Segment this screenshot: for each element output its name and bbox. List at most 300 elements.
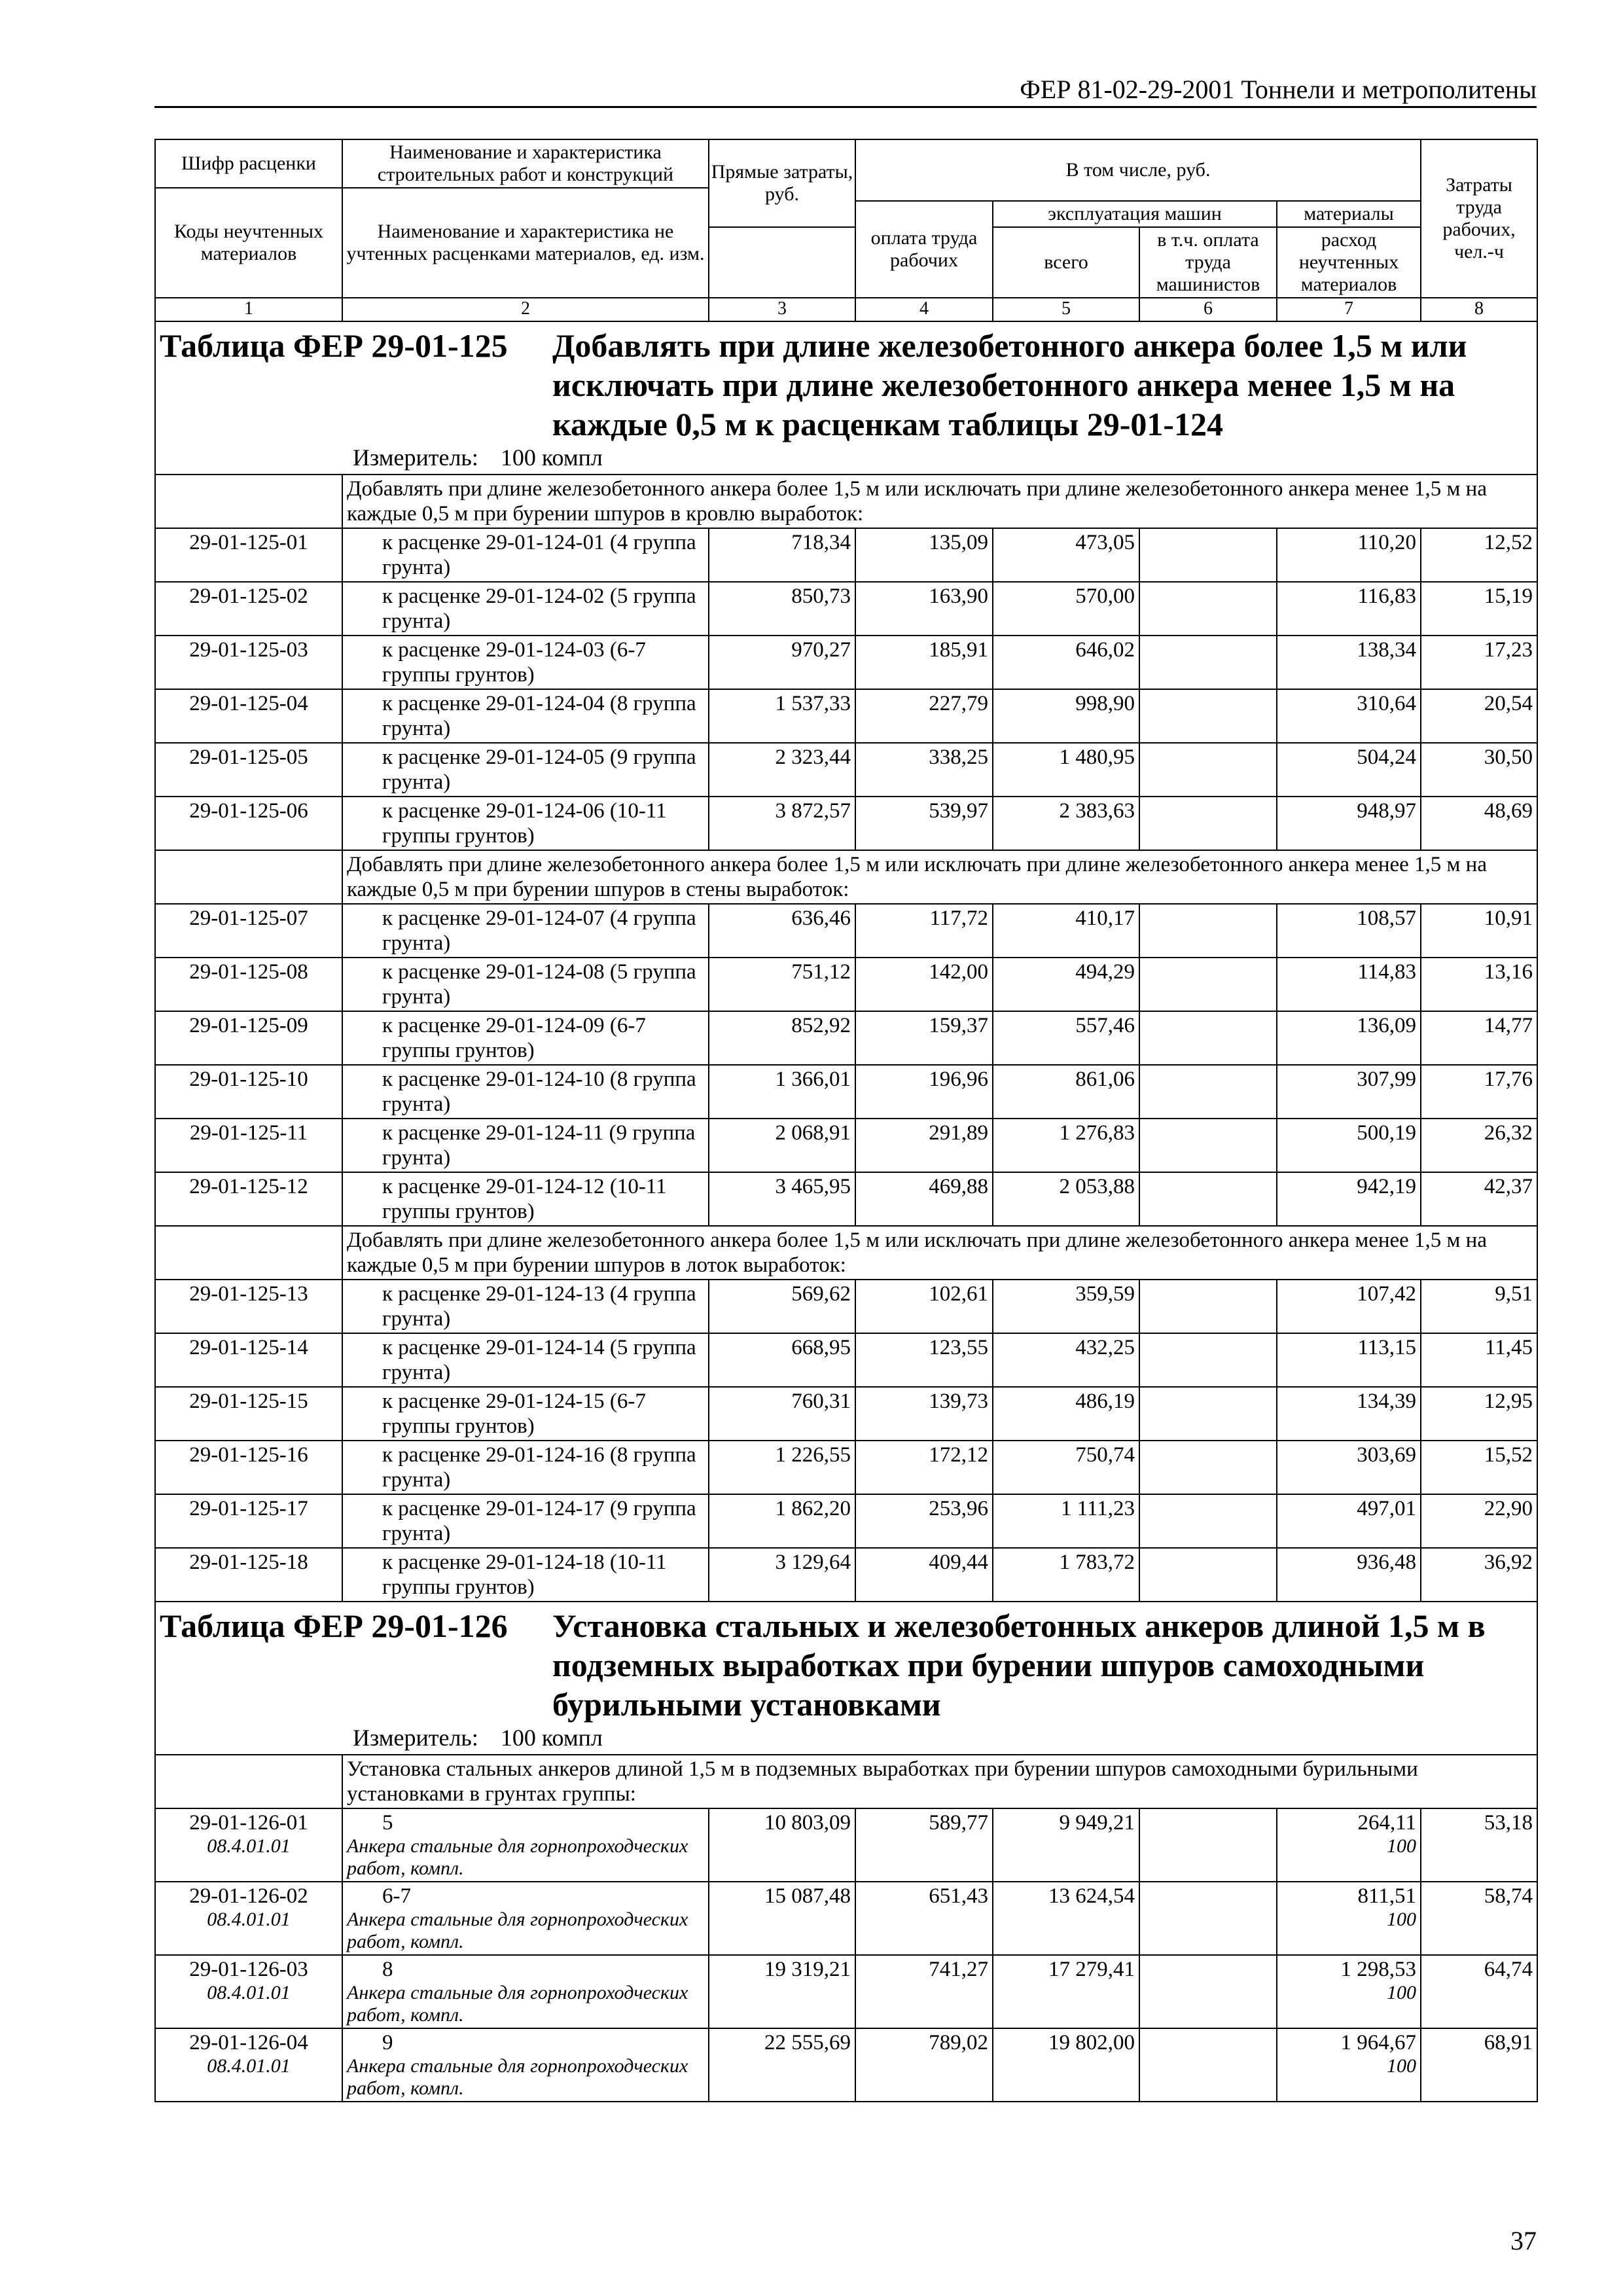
header-rashod: расход неучтенных материалов <box>1277 227 1421 298</box>
materials-cost-cell <box>1277 1808 1421 1882</box>
rate-code: 29-01-125-11 <box>189 1121 308 1145</box>
machinist-labor-cost <box>1139 1119 1277 1172</box>
direct-cost: 3 872,57 <box>709 797 855 850</box>
rate-name: 6-7 <box>382 1884 411 1908</box>
rate-name-cell <box>342 958 709 1011</box>
table-row <box>155 1280 1537 1333</box>
direct-cost: 10 803,09 <box>709 1808 855 1882</box>
machine-cost: 1 480,95 <box>993 743 1139 797</box>
labor-hours: 13,16 <box>1421 958 1537 1011</box>
material-name: Анкера стальные для горнопроходческих работ, компл. <box>347 1835 688 1879</box>
rate-name: к расценке 29-01-124-16 (8 группа грунта) <box>382 1443 696 1492</box>
rate-code: 29-01-126-02 <box>189 1884 308 1908</box>
rate-name: к расценке 29-01-124-17 (9 группа грунта) <box>382 1497 696 1545</box>
materials-cost: 107,42 <box>1357 1282 1417 1306</box>
machinist-labor-cost <box>1139 1172 1277 1226</box>
header-materialy: материалы <box>1277 201 1421 227</box>
direct-cost: 3 465,95 <box>709 1172 855 1226</box>
labor-hours: 64,74 <box>1421 1955 1537 2028</box>
labor-cost: 139,73 <box>855 1387 993 1441</box>
materials-cost-cell <box>1277 904 1421 958</box>
rate-name-cell <box>342 1065 709 1119</box>
material-quantity: 100 <box>1387 1982 1417 2003</box>
labor-hours: 58,74 <box>1421 1882 1537 1955</box>
header-shifr: Шифр расценки <box>155 139 342 188</box>
unit-line <box>160 1724 1533 1751</box>
header-vtch: в т.ч. оплата труда машинистов <box>1139 227 1277 298</box>
rate-code-cell <box>155 689 342 743</box>
materials-cost-cell <box>1277 689 1421 743</box>
labor-hours: 14,77 <box>1421 1011 1537 1065</box>
rate-name-cell <box>342 1119 709 1172</box>
col-number: 2 <box>342 298 709 321</box>
rate-name-cell <box>342 1494 709 1548</box>
table-row <box>155 1011 1537 1065</box>
materials-cost: 500,19 <box>1357 1121 1417 1145</box>
machine-cost: 861,06 <box>993 1065 1139 1119</box>
header-name-top: Наименование и характеристика строительных работ и конструкций <box>342 139 709 188</box>
rate-name: к расценке 29-01-124-12 (10-11 группы грунтов) <box>382 1175 667 1223</box>
rate-name-cell <box>342 904 709 958</box>
labor-hours: 11,45 <box>1421 1333 1537 1387</box>
rate-name-cell <box>342 582 709 636</box>
rate-name-cell <box>342 1882 709 1955</box>
labor-hours: 68,91 <box>1421 2028 1537 2102</box>
machine-cost: 1 783,72 <box>993 1548 1139 1602</box>
rate-code: 29-01-125-04 <box>189 692 308 715</box>
table-row <box>155 958 1537 1011</box>
materials-cost: 134,39 <box>1357 1390 1417 1413</box>
materials-cost: 504,24 <box>1357 745 1417 769</box>
rate-code-cell <box>155 958 342 1011</box>
direct-cost: 970,27 <box>709 636 855 689</box>
table-title-block <box>155 1602 1537 1755</box>
rate-name: к расценке 29-01-124-06 (10-11 группы грунтов) <box>382 799 667 848</box>
rate-name-cell <box>342 2028 709 2102</box>
rate-name: к расценке 29-01-124-11 (9 группа грунта) <box>382 1121 696 1170</box>
machinist-labor-cost <box>1139 743 1277 797</box>
materials-cost-cell <box>1277 1387 1421 1441</box>
header-zatraty: Затраты труда рабочих, чел.-ч <box>1421 139 1537 298</box>
machinist-labor-cost <box>1139 689 1277 743</box>
rate-code-cell <box>155 2028 342 2102</box>
machinist-labor-cost <box>1139 1387 1277 1441</box>
table-row <box>155 1065 1537 1119</box>
header-kody: Коды неучтенных материалов <box>155 188 342 298</box>
rate-name-cell <box>342 1333 709 1387</box>
labor-cost: 142,00 <box>855 958 993 1011</box>
table-row <box>155 1494 1537 1548</box>
materials-cost: 1 964,67 <box>1340 2031 1417 2054</box>
labor-hours: 22,90 <box>1421 1494 1537 1548</box>
rate-code-cell <box>155 636 342 689</box>
direct-cost: 2 323,44 <box>709 743 855 797</box>
rate-name-cell <box>342 1172 709 1226</box>
machinist-labor-cost <box>1139 1882 1277 1955</box>
material-code: 08.4.01.01 <box>207 2055 291 2077</box>
rate-code-cell <box>155 1882 342 1955</box>
materials-cost-cell <box>1277 1011 1421 1065</box>
materials-cost: 942,19 <box>1357 1175 1417 1198</box>
rate-code: 29-01-125-01 <box>189 531 308 554</box>
unit-label: Измеритель: <box>353 1725 478 1751</box>
table-row <box>155 689 1537 743</box>
materials-cost-cell <box>1277 958 1421 1011</box>
unit-line <box>160 444 1533 471</box>
labor-cost: 163,90 <box>855 582 993 636</box>
materials-cost: 1 298,53 <box>1340 1958 1417 1981</box>
labor-cost: 291,89 <box>855 1119 993 1172</box>
materials-cost: 307,99 <box>1357 1067 1417 1091</box>
rate-code-cell <box>155 1280 342 1333</box>
table-row <box>155 797 1537 850</box>
rate-name: к расценке 29-01-124-04 (8 группа грунта) <box>382 692 696 740</box>
materials-cost: 136,09 <box>1357 1014 1417 1037</box>
table-title-row <box>160 326 1533 444</box>
machinist-labor-cost <box>1139 528 1277 582</box>
materials-cost-cell <box>1277 1441 1421 1494</box>
rate-code-cell <box>155 1119 342 1172</box>
rate-name: к расценке 29-01-124-09 (6-7 группы грунтов) <box>382 1014 646 1062</box>
rate-code-cell <box>155 1441 342 1494</box>
labor-hours: 26,32 <box>1421 1119 1537 1172</box>
table-row <box>155 1441 1537 1494</box>
rate-code-cell <box>155 1011 342 1065</box>
rates-table <box>154 139 1538 2102</box>
rate-code: 29-01-125-16 <box>189 1443 308 1467</box>
rate-code-cell <box>155 1808 342 1882</box>
materials-cost: 936,48 <box>1357 1551 1417 1574</box>
machine-cost: 13 624,54 <box>993 1882 1139 1955</box>
rate-code: 29-01-125-08 <box>189 960 308 984</box>
table-row <box>155 1333 1537 1387</box>
machine-cost: 1 111,23 <box>993 1494 1139 1548</box>
table-row <box>155 1119 1537 1172</box>
page-number: 37 <box>1510 2226 1537 2255</box>
materials-cost: 116,83 <box>1357 584 1417 608</box>
rate-code-cell <box>155 1955 342 2028</box>
direct-cost: 668,95 <box>709 1333 855 1387</box>
table-row <box>155 1882 1537 1955</box>
labor-hours: 10,91 <box>1421 904 1537 958</box>
material-name: Анкера стальные для горнопроходческих работ, компл. <box>347 2055 688 2099</box>
table-row <box>155 743 1537 797</box>
rate-name-cell <box>342 689 709 743</box>
unit-label: Измеритель: <box>353 444 478 471</box>
rate-code-cell <box>155 1387 342 1441</box>
direct-cost: 19 319,21 <box>709 1955 855 2028</box>
rate-code: 29-01-125-12 <box>189 1175 308 1198</box>
materials-cost-cell <box>1277 1065 1421 1119</box>
rate-name-cell <box>342 743 709 797</box>
rate-name-cell <box>342 528 709 582</box>
direct-cost: 1 862,20 <box>709 1494 855 1548</box>
labor-cost: 159,37 <box>855 1011 993 1065</box>
rate-name-cell <box>342 1808 709 1882</box>
labor-cost: 589,77 <box>855 1808 993 1882</box>
header-oplata: оплата труда рабочих <box>855 201 993 298</box>
machine-cost: 432,25 <box>993 1333 1139 1387</box>
rate-name: к расценке 29-01-124-03 (6-7 группы грунтов) <box>382 638 646 687</box>
machine-cost: 17 279,41 <box>993 1955 1139 2028</box>
rate-name: 5 <box>382 1811 393 1835</box>
labor-cost: 227,79 <box>855 689 993 743</box>
machine-cost: 473,05 <box>993 528 1139 582</box>
running-title: ФЕР 81-02-29-2001 Тоннели и метрополитены <box>154 73 1537 108</box>
materials-cost: 811,51 <box>1357 1884 1417 1908</box>
materials-cost: 303,69 <box>1357 1443 1417 1467</box>
machine-cost: 9 949,21 <box>993 1808 1139 1882</box>
rate-code-cell <box>155 1548 342 1602</box>
labor-hours: 36,92 <box>1421 1548 1537 1602</box>
rate-code-cell <box>155 1065 342 1119</box>
rate-code: 29-01-125-18 <box>189 1551 308 1574</box>
group-spacer <box>155 475 342 528</box>
table-row <box>155 1955 1537 2028</box>
labor-cost: 117,72 <box>855 904 993 958</box>
direct-cost: 569,62 <box>709 1280 855 1333</box>
rate-name: к расценке 29-01-124-13 (4 группа грунта) <box>382 1282 696 1331</box>
materials-cost-cell <box>1277 636 1421 689</box>
direct-cost: 1 537,33 <box>709 689 855 743</box>
table-title: Добавлять при длине железобетонного анкера более 1,5 м или исключать при длине железобетонного анкера менее 1,5 м на каждые 0,5 м к расценкам таблицы 29-01-124 <box>552 327 1467 442</box>
materials-cost: 108,57 <box>1357 906 1417 930</box>
direct-cost: 2 068,91 <box>709 1119 855 1172</box>
direct-cost: 1 226,55 <box>709 1441 855 1494</box>
materials-cost-cell <box>1277 1548 1421 1602</box>
direct-cost: 15 087,48 <box>709 1882 855 1955</box>
rate-name: к расценке 29-01-124-08 (5 группа грунта) <box>382 960 696 1009</box>
material-name: Анкера стальные для горнопроходческих работ, компл. <box>347 1982 688 2026</box>
machinist-labor-cost <box>1139 797 1277 850</box>
rate-code-cell <box>155 1333 342 1387</box>
rate-code-cell <box>155 1172 342 1226</box>
materials-cost: 264,11 <box>1357 1811 1417 1835</box>
materials-cost: 113,15 <box>1357 1336 1417 1359</box>
table-row <box>155 582 1537 636</box>
machinist-labor-cost <box>1139 1955 1277 2028</box>
group-spacer <box>155 1755 342 1808</box>
group-caption: Добавлять при длине железобетонного анкера более 1,5 м или исключать при длине железобетонного анкера менее 1,5 м на каждые 0,5 м при бурении шпуров в лоток выработок: <box>342 1226 1537 1280</box>
rate-code-cell <box>155 528 342 582</box>
header-pryamye: Прямые затраты, руб. <box>709 139 855 227</box>
machine-cost: 998,90 <box>993 689 1139 743</box>
machine-cost: 486,19 <box>993 1387 1139 1441</box>
labor-cost: 123,55 <box>855 1333 993 1387</box>
rate-name: к расценке 29-01-124-07 (4 группа грунта) <box>382 906 696 955</box>
labor-cost: 409,44 <box>855 1548 993 1602</box>
rate-code: 29-01-125-17 <box>189 1497 308 1520</box>
labor-hours: 15,52 <box>1421 1441 1537 1494</box>
machinist-labor-cost <box>1139 636 1277 689</box>
materials-cost-cell <box>1277 2028 1421 2102</box>
machinist-labor-cost <box>1139 1808 1277 1882</box>
rate-code-cell <box>155 743 342 797</box>
labor-hours: 12,52 <box>1421 528 1537 582</box>
labor-cost: 539,97 <box>855 797 993 850</box>
table-row <box>155 2028 1537 2102</box>
rate-code: 29-01-125-14 <box>189 1336 308 1359</box>
rate-code-cell <box>155 904 342 958</box>
material-code: 08.4.01.01 <box>207 1909 291 1930</box>
group-caption: Добавлять при длине железобетонного анкера более 1,5 м или исключать при длине железобетонного анкера менее 1,5 м на каждые 0,5 м при бурении шпуров в кровлю выработок: <box>342 475 1537 528</box>
header-name-bottom: Наименование и характеристика не учтенных расценками материалов, ед. изм. <box>342 188 709 298</box>
rate-code: 29-01-125-09 <box>189 1014 308 1037</box>
unit-value: 100 компл <box>500 444 603 471</box>
rate-name-cell <box>342 797 709 850</box>
rate-code: 29-01-125-13 <box>189 1282 308 1306</box>
col-number: 8 <box>1421 298 1537 321</box>
labor-cost: 253,96 <box>855 1494 993 1548</box>
machinist-labor-cost <box>1139 1494 1277 1548</box>
labor-hours: 17,76 <box>1421 1065 1537 1119</box>
header-pryamye-cont <box>709 227 855 298</box>
labor-hours: 17,23 <box>1421 636 1537 689</box>
machinist-labor-cost <box>1139 904 1277 958</box>
labor-hours: 30,50 <box>1421 743 1537 797</box>
machinist-labor-cost <box>1139 1011 1277 1065</box>
materials-cost-cell <box>1277 1882 1421 1955</box>
rate-name: к расценке 29-01-124-01 (4 группа грунта) <box>382 531 696 579</box>
direct-cost: 850,73 <box>709 582 855 636</box>
machine-cost: 2 053,88 <box>993 1172 1139 1226</box>
col-number: 3 <box>709 298 855 321</box>
direct-cost: 3 129,64 <box>709 1548 855 1602</box>
header-ekspl: эксплуатация машин <box>993 201 1277 227</box>
materials-cost: 310,64 <box>1357 692 1417 715</box>
machine-cost: 410,17 <box>993 904 1139 958</box>
col-number: 4 <box>855 298 993 321</box>
labor-cost: 741,27 <box>855 1955 993 2028</box>
rate-name-cell <box>342 1548 709 1602</box>
machinist-labor-cost <box>1139 582 1277 636</box>
table-row <box>155 904 1537 958</box>
direct-cost: 636,46 <box>709 904 855 958</box>
materials-cost-cell <box>1277 797 1421 850</box>
labor-cost: 196,96 <box>855 1065 993 1119</box>
materials-cost: 110,20 <box>1357 531 1417 554</box>
rate-code: 29-01-125-10 <box>189 1067 308 1091</box>
group-caption: Установка стальных анкеров длиной 1,5 м в подземных выработках при бурении шпуров самоходными бурильными установками в грунтах группы: <box>342 1755 1537 1808</box>
machine-cost: 19 802,00 <box>993 2028 1139 2102</box>
col-number: 1 <box>155 298 342 321</box>
materials-cost-cell <box>1277 528 1421 582</box>
table-row <box>155 1387 1537 1441</box>
direct-cost: 22 555,69 <box>709 2028 855 2102</box>
labor-hours: 15,19 <box>1421 582 1537 636</box>
machinist-labor-cost <box>1139 1548 1277 1602</box>
labor-cost: 469,88 <box>855 1172 993 1226</box>
table-125-body <box>155 321 1537 1602</box>
materials-cost-cell <box>1277 743 1421 797</box>
table-code: Таблица ФЕР 29-01-126 <box>160 1607 508 1644</box>
rate-name-cell <box>342 1387 709 1441</box>
table-code: Таблица ФЕР 29-01-125 <box>160 327 508 364</box>
col-number: 7 <box>1277 298 1421 321</box>
machine-cost: 1 276,83 <box>993 1119 1139 1172</box>
materials-cost-cell <box>1277 1280 1421 1333</box>
rate-code-cell <box>155 797 342 850</box>
rate-name: к расценке 29-01-124-14 (5 группа грунта) <box>382 1336 696 1384</box>
labor-cost: 338,25 <box>855 743 993 797</box>
rate-code: 29-01-125-02 <box>189 584 308 608</box>
machine-cost: 646,02 <box>993 636 1139 689</box>
direct-cost: 751,12 <box>709 958 855 1011</box>
table-row <box>155 636 1537 689</box>
table-title-row <box>160 1606 1533 1724</box>
direct-cost: 852,92 <box>709 1011 855 1065</box>
table-title-block <box>155 321 1537 475</box>
group-caption: Добавлять при длине железобетонного анкера более 1,5 м или исключать при длине железобетонного анкера менее 1,5 м на каждые 0,5 м при бурении шпуров в стены выработок: <box>342 850 1537 904</box>
rate-code: 29-01-125-06 <box>189 799 308 823</box>
machine-cost: 750,74 <box>993 1441 1139 1494</box>
rate-code: 29-01-125-07 <box>189 906 308 930</box>
labor-hours: 9,51 <box>1421 1280 1537 1333</box>
labor-cost: 185,91 <box>855 636 993 689</box>
machinist-labor-cost <box>1139 1441 1277 1494</box>
labor-cost: 102,61 <box>855 1280 993 1333</box>
machine-cost: 2 383,63 <box>993 797 1139 850</box>
group-spacer <box>155 850 342 904</box>
material-code: 08.4.01.01 <box>207 1982 291 2003</box>
labor-cost: 172,12 <box>855 1441 993 1494</box>
machine-cost: 557,46 <box>993 1011 1139 1065</box>
rate-code: 29-01-125-03 <box>189 638 308 662</box>
rate-name: к расценке 29-01-124-02 (5 группа грунта) <box>382 584 696 633</box>
rate-name: 8 <box>382 1958 393 1981</box>
rate-name: к расценке 29-01-124-05 (9 группа грунта) <box>382 745 696 794</box>
table-title: Установка стальных и железобетонных анкеров длиной 1,5 м в подземных выработках при бурении шпуров самоходными бурильными установками <box>552 1607 1486 1723</box>
machinist-labor-cost <box>1139 958 1277 1011</box>
labor-cost: 651,43 <box>855 1882 993 1955</box>
unit-value: 100 компл <box>500 1725 603 1751</box>
col-number: 5 <box>993 298 1139 321</box>
col-number: 6 <box>1139 298 1277 321</box>
material-name: Анкера стальные для горнопроходческих работ, компл. <box>347 1909 688 1952</box>
machinist-labor-cost <box>1139 1333 1277 1387</box>
machine-cost: 359,59 <box>993 1280 1139 1333</box>
materials-cost: 497,01 <box>1357 1497 1417 1520</box>
materials-cost-cell <box>1277 1494 1421 1548</box>
rate-code-cell <box>155 582 342 636</box>
machine-cost: 494,29 <box>993 958 1139 1011</box>
direct-cost: 760,31 <box>709 1387 855 1441</box>
rate-code: 29-01-126-04 <box>189 2031 308 2054</box>
labor-cost: 789,02 <box>855 2028 993 2102</box>
machine-cost: 570,00 <box>993 582 1139 636</box>
material-quantity: 100 <box>1387 1835 1417 1857</box>
rate-code: 29-01-126-03 <box>189 1958 308 1981</box>
labor-hours: 20,54 <box>1421 689 1537 743</box>
rate-name-cell <box>342 1280 709 1333</box>
header-v-tom-chisle: В том числе, руб. <box>855 139 1421 201</box>
rate-name: 9 <box>382 2031 393 2054</box>
direct-cost: 718,34 <box>709 528 855 582</box>
table-126-body <box>155 1602 1537 2102</box>
labor-hours: 48,69 <box>1421 797 1537 850</box>
table-row <box>155 1172 1537 1226</box>
rate-code: 29-01-126-01 <box>189 1811 308 1835</box>
table-row <box>155 1548 1537 1602</box>
rate-code: 29-01-125-15 <box>189 1390 308 1413</box>
material-code: 08.4.01.01 <box>207 1835 291 1857</box>
machinist-labor-cost <box>1139 1280 1277 1333</box>
rate-name-cell <box>342 1441 709 1494</box>
labor-cost: 135,09 <box>855 528 993 582</box>
labor-hours: 53,18 <box>1421 1808 1537 1882</box>
rate-name-cell <box>342 1955 709 2028</box>
table-row <box>155 1808 1537 1882</box>
